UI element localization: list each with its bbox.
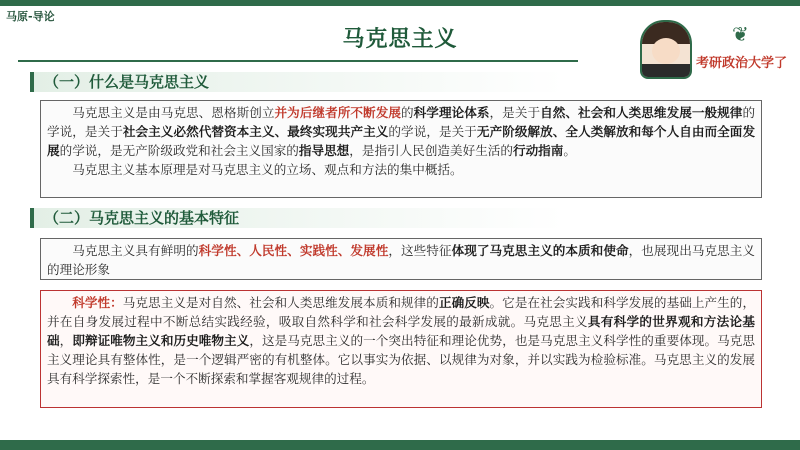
- text-run: 无产阶级解放、全人类解放和每个人自由而全面发展: [47, 124, 756, 158]
- definition-paragraph: [47, 103, 755, 160]
- text-run: 科学性、人民性、实践性、发展性: [198, 243, 389, 258]
- text-run: 体现了马克思主义的本质和使命: [451, 243, 629, 258]
- text-run: 自然、社会和人类思维发展一般规律: [540, 105, 743, 120]
- text-run: 社会主义必然代替资本主义、最终实现共产主义: [122, 124, 389, 139]
- text-run: 马克思主义是对自然、社会和人类思维发展本质和规律的: [122, 295, 439, 310]
- text-run: 。: [563, 143, 576, 158]
- text-run: 科学性：: [72, 295, 123, 310]
- leaf-logo-icon: ❦: [732, 22, 749, 46]
- section-heading-1: （一）什么是马克思主义: [30, 72, 564, 92]
- definition-box: [40, 100, 762, 198]
- text-run: 的: [401, 105, 414, 120]
- text-run: 具有科学的世界观和方法论基础: [47, 314, 756, 348]
- scientific-paragraph: [47, 293, 755, 388]
- text-run: 科学理论体系: [413, 105, 490, 120]
- text-run: 即辩证唯物主义和历史唯物主义: [72, 333, 250, 348]
- scientific-box: [40, 290, 762, 408]
- features-box: [40, 238, 762, 280]
- title-divider: [18, 60, 578, 62]
- brand-logo-text: 考研政治大学了: [696, 56, 788, 71]
- text-run: 的学说，是关于: [388, 124, 477, 139]
- text-run: ，也展现出马克思主义的理论形象: [47, 243, 756, 277]
- principle-paragraph: 马克思主义基本原理是对马克思主义的立场、观点和方法的集中概括。: [72, 162, 463, 177]
- features-paragraph: [47, 241, 755, 279]
- section-heading-2: （二）马克思主义的基本特征: [30, 208, 564, 228]
- text-run: 马克思主义具有鲜明的: [72, 243, 199, 258]
- page-title: 马克思主义: [342, 27, 458, 52]
- avatar: [640, 20, 692, 79]
- text-run: 的学说，是无产阶级政党和社会主义国家的: [59, 143, 299, 158]
- text-run: ，: [59, 333, 73, 348]
- text-run: ，这是马克思主义的一个突出特征和理论优势，也是马克思主义科学性的重要体现。马克思主义理论具有整体性，是一个逻辑严密的有机整体。它以事实为依据、以规律为对象，并以实践为检验标准。马克思主义的发展具有科学探索性，是一个不断探索和掌握客观规律的过程。: [47, 333, 756, 386]
- text-run: 指导思想: [298, 143, 350, 158]
- brand-badge: [640, 20, 788, 75]
- text-run: ，是指引人民创造美好生活的: [349, 143, 513, 158]
- text-run: ，这些特征: [388, 243, 452, 258]
- text-run: 行动指南: [512, 143, 564, 158]
- bottom-bar: [0, 440, 800, 450]
- text-run: 的学说，是关于: [47, 105, 756, 139]
- text-run: 正确反映: [438, 295, 490, 310]
- text-run: 马克思主义是由马克思、恩格斯创立: [72, 105, 275, 120]
- top-bar: [0, 0, 800, 6]
- text-run: 。它是在社会实践和科学发展的基础上产生的，并在自身发展过程中不断总结实践经验，吸取自然科学和社会科学发展的最新成就。马克思主义: [47, 295, 756, 329]
- chapter-tag: 马原-导论: [6, 10, 55, 23]
- text-run: ，是关于: [489, 105, 541, 120]
- text-run: 并为后继者所不断发展: [274, 105, 401, 120]
